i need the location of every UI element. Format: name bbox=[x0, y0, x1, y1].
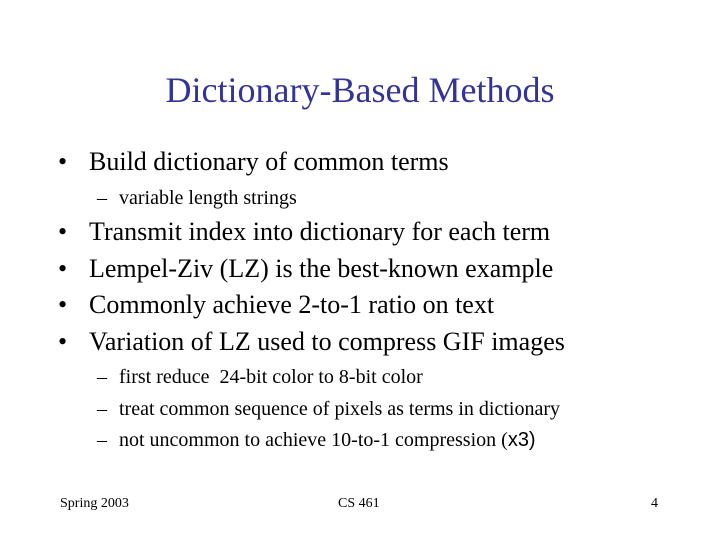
bullet-marker: • bbox=[58, 217, 68, 246]
bullet-item bbox=[58, 217, 550, 247]
sub-bullet-item bbox=[97, 365, 423, 389]
bullet-text: Build dictionary of common terms bbox=[89, 147, 449, 176]
sub-bullet-marker: – bbox=[97, 429, 107, 451]
bullet-item bbox=[58, 147, 449, 177]
slide-title: Dictionary-Based Methods bbox=[165, 70, 555, 110]
bullet-text: Variation of LZ used to compress GIF images bbox=[89, 327, 565, 356]
sub-bullet-item bbox=[97, 397, 560, 421]
bullet-text: Transmit index into dictionary for each term bbox=[89, 217, 551, 246]
sub-bullet-marker: – bbox=[97, 398, 107, 420]
bullet-text: Commonly achieve 2-to-1 ratio on text bbox=[89, 290, 495, 319]
sub-bullet-item bbox=[97, 428, 536, 452]
sub-bullet-text: not uncommon to achieve 10-to-1 compression ( bbox=[119, 429, 508, 451]
bullet-item bbox=[58, 290, 494, 320]
bullet-marker: • bbox=[58, 290, 68, 319]
sub-bullet-text-suffix: x3) bbox=[507, 429, 536, 451]
bullet-marker: • bbox=[58, 254, 68, 283]
sub-bullet-marker: – bbox=[97, 366, 107, 388]
footer-center: CS 461 bbox=[338, 496, 380, 511]
sub-bullet-text: treat common sequence of pixels as terms in dictionary bbox=[119, 398, 560, 420]
sub-bullet-text: first reduce 24-bit color to 8-bit color bbox=[119, 366, 423, 388]
bullet-item bbox=[58, 254, 553, 284]
sub-bullet-text: variable length strings bbox=[119, 187, 297, 209]
sub-bullet-item bbox=[97, 186, 297, 210]
bullet-text: Lempel-Ziv (LZ) is the best-known example bbox=[89, 254, 554, 283]
footer-page-number: 4 bbox=[651, 496, 658, 511]
footer-left: Spring 2003 bbox=[60, 496, 129, 511]
bullet-marker: • bbox=[58, 327, 68, 356]
bullet-marker: • bbox=[58, 147, 68, 176]
sub-bullet-marker: – bbox=[97, 187, 107, 209]
bullet-item bbox=[58, 327, 565, 357]
